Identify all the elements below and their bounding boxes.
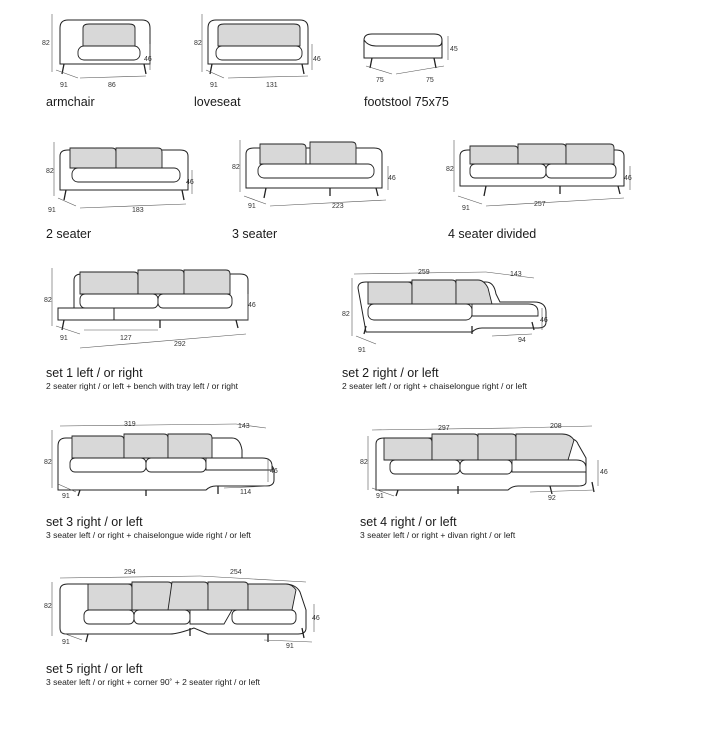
set4-description: 3 seater left / or right + divan right / or left bbox=[360, 530, 516, 540]
set5-description: 3 seater left / or right + corner 90˚ + 2 seater right / or left bbox=[46, 677, 261, 687]
set4-divan-width: 208 bbox=[550, 423, 562, 430]
set3-description: 3 seater left / or right + chaiselongue wide right / or left bbox=[46, 530, 251, 540]
4seater-seat-height: 46 bbox=[624, 175, 632, 182]
product-set1 bbox=[40, 264, 270, 360]
set2-description: 2 seater left / or right + chaiselongue right / or left bbox=[342, 381, 527, 391]
armchair-seat-height: 46 bbox=[144, 56, 152, 63]
product-set4 bbox=[354, 416, 614, 510]
2seater-width: 183 bbox=[132, 207, 144, 214]
2seater-height: 82 bbox=[46, 168, 54, 175]
set2-seat-height: 46 bbox=[540, 317, 548, 324]
product-footstool bbox=[358, 20, 468, 92]
4seater-drawing bbox=[442, 134, 642, 218]
set1-depth: 91 bbox=[60, 335, 68, 342]
set5-depth: 91 bbox=[62, 639, 70, 646]
loveseat-seat-height: 46 bbox=[313, 56, 321, 63]
set3-chaise-width: 143 bbox=[238, 423, 250, 430]
set1-bench: 127 bbox=[120, 335, 132, 342]
set1-height: 82 bbox=[44, 297, 52, 304]
set3-chaise-depth: 114 bbox=[240, 489, 252, 496]
product-set3 bbox=[40, 416, 290, 510]
set4-depth: 91 bbox=[376, 493, 384, 500]
set5-height: 82 bbox=[44, 603, 52, 610]
set1-description: 2 seater right / or left + bench with tray left / or right bbox=[46, 381, 239, 391]
set4-divan-depth: 92 bbox=[548, 495, 556, 502]
product-4seater bbox=[442, 134, 642, 218]
loveseat-height: 82 bbox=[194, 40, 202, 47]
3seater-drawing bbox=[226, 134, 426, 218]
armchair-label: armchair bbox=[46, 95, 95, 109]
set1-drawing bbox=[40, 264, 270, 360]
set5-label: set 5 right / or left bbox=[46, 662, 143, 676]
set5-depth-right: 91 bbox=[286, 643, 294, 650]
product-set2 bbox=[336, 264, 566, 360]
set3-depth: 91 bbox=[62, 493, 70, 500]
3seater-width: 223 bbox=[332, 203, 344, 210]
set4-seat-height: 46 bbox=[600, 469, 608, 476]
product-armchair bbox=[38, 8, 158, 98]
3seater-seat-height: 46 bbox=[388, 175, 396, 182]
armchair-depth: 91 bbox=[60, 82, 68, 89]
set4-label: set 4 right / or left bbox=[360, 515, 457, 529]
set2-depth: 91 bbox=[358, 347, 366, 354]
set1-label: set 1 left / or right bbox=[46, 366, 143, 380]
set2-chaise-width: 143 bbox=[510, 271, 522, 278]
set2-label: set 2 right / or left bbox=[342, 366, 439, 380]
set2-drawing bbox=[336, 264, 566, 360]
loveseat-depth: 91 bbox=[210, 82, 218, 89]
set3-seat-height: 46 bbox=[270, 468, 278, 475]
product-2seater bbox=[40, 138, 210, 218]
set1-width: 292 bbox=[174, 341, 186, 348]
set5-width-right: 254 bbox=[230, 569, 242, 576]
4seater-label: 4 seater divided bbox=[448, 227, 537, 241]
footstool-depth-2: 75 bbox=[426, 77, 434, 84]
armchair-drawing bbox=[38, 8, 158, 98]
2seater-label: 2 seater bbox=[46, 227, 92, 241]
set4-height: 82 bbox=[360, 459, 368, 466]
set3-label: set 3 right / or left bbox=[46, 515, 143, 529]
loveseat-label: loveseat bbox=[194, 95, 241, 109]
4seater-height: 82 bbox=[446, 166, 454, 173]
set5-seat-height: 46 bbox=[312, 615, 320, 622]
set5-drawing bbox=[40, 566, 330, 662]
2seater-drawing bbox=[40, 138, 210, 218]
2seater-depth: 91 bbox=[48, 207, 56, 214]
armchair-width: 86 bbox=[108, 82, 116, 89]
set1-seat-height: 46 bbox=[248, 302, 256, 309]
loveseat-drawing bbox=[188, 8, 328, 98]
footstool-drawing bbox=[358, 20, 468, 92]
loveseat-width: 131 bbox=[266, 82, 278, 89]
set2-height: 82 bbox=[342, 311, 350, 318]
product-3seater bbox=[226, 134, 426, 218]
4seater-depth: 91 bbox=[462, 205, 470, 212]
product-set5 bbox=[40, 566, 330, 662]
set4-drawing bbox=[354, 416, 614, 510]
set2-chaise-depth: 94 bbox=[518, 337, 526, 344]
set2-width: 259 bbox=[418, 269, 430, 276]
3seater-height: 82 bbox=[232, 164, 240, 171]
set3-width: 319 bbox=[124, 421, 136, 428]
armchair-height: 82 bbox=[42, 40, 50, 47]
footstool-label: footstool 75x75 bbox=[364, 95, 449, 109]
set4-width: 297 bbox=[438, 425, 450, 432]
set5-width-left: 294 bbox=[124, 569, 136, 576]
set3-height: 82 bbox=[44, 459, 52, 466]
footstool-height: 45 bbox=[450, 46, 458, 53]
product-loveseat bbox=[188, 8, 328, 98]
4seater-width: 257 bbox=[534, 201, 546, 208]
3seater-label: 3 seater bbox=[232, 227, 278, 241]
footstool-depth-1: 75 bbox=[376, 77, 384, 84]
2seater-seat-height: 46 bbox=[186, 179, 194, 186]
3seater-depth: 91 bbox=[248, 203, 256, 210]
set3-drawing bbox=[40, 416, 290, 510]
